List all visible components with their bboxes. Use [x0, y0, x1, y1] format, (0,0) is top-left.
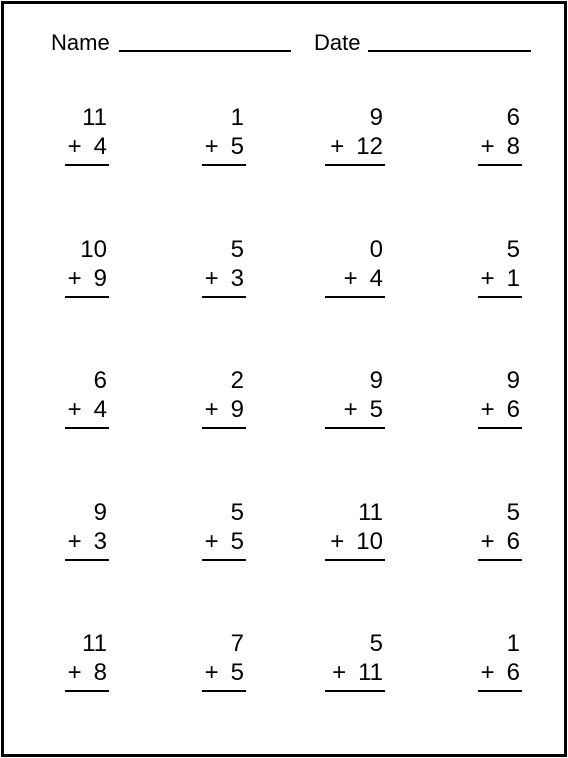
addend-top: 5: [506, 499, 520, 526]
addend-bottom: 8: [93, 659, 107, 686]
answer-line: [65, 559, 109, 561]
answer-line: [325, 690, 385, 692]
addend-top: 5: [230, 236, 244, 263]
plus-sign: +: [480, 396, 495, 423]
addend-top: 9: [369, 367, 383, 394]
addition-problem: [410, 236, 520, 306]
addend-bottom: 10: [356, 528, 383, 555]
worksheet-page: [1, 1, 567, 757]
answer-line: [325, 296, 385, 298]
addend-bottom-row: [205, 265, 244, 293]
addend-top: 1: [506, 630, 520, 657]
addend-bottom-row: [332, 659, 383, 687]
plus-sign: +: [330, 528, 345, 555]
addend-bottom: 9: [230, 396, 244, 423]
answer-line: [478, 559, 522, 561]
addition-problem: [273, 499, 383, 569]
addend-bottom-row: [205, 133, 244, 161]
answer-line: [478, 690, 522, 692]
addend-bottom-row: [344, 265, 383, 293]
addend-top: 5: [369, 630, 383, 657]
addend-bottom-row: [481, 659, 520, 687]
plus-sign: +: [67, 396, 82, 423]
addend-bottom-row: [481, 265, 520, 293]
addition-problem: [273, 104, 383, 174]
addend-bottom-row: [68, 659, 107, 687]
addend-top: 9: [93, 499, 107, 526]
addend-bottom: 6: [506, 528, 520, 555]
addend-top: 2: [230, 367, 244, 394]
addend-bottom: 8: [506, 133, 520, 160]
addend-top: 11: [82, 630, 107, 657]
addend-bottom-row: [330, 133, 383, 161]
addition-problem: [0, 367, 107, 437]
plus-sign: +: [67, 659, 82, 686]
answer-line: [202, 164, 246, 166]
answer-line: [325, 559, 385, 561]
addition-problem: [134, 236, 244, 306]
addend-bottom-row: [68, 133, 107, 161]
addend-bottom: 4: [93, 133, 107, 160]
answer-line: [65, 296, 109, 298]
addend-bottom-row: [481, 528, 520, 556]
addition-problem: [134, 367, 244, 437]
addend-bottom-row: [205, 659, 244, 687]
addend-bottom-row: [68, 396, 107, 424]
addend-bottom: 1: [506, 265, 520, 292]
answer-line: [202, 296, 246, 298]
addend-top: 10: [80, 236, 107, 263]
addend-bottom: 4: [93, 396, 107, 423]
addend-bottom-row: [205, 528, 244, 556]
name-label: Name: [51, 30, 110, 55]
problem-grid: [4, 4, 564, 754]
answer-line: [478, 427, 522, 429]
addend-bottom-row: [481, 133, 520, 161]
answer-line: [65, 164, 109, 166]
addend-top: 11: [82, 104, 107, 131]
addend-top: 0: [369, 236, 383, 263]
plus-sign: +: [480, 528, 495, 555]
plus-sign: +: [67, 265, 82, 292]
addend-top: 11: [358, 499, 383, 526]
addition-problem: [0, 630, 107, 700]
addend-bottom-row: [330, 528, 383, 556]
addition-problem: [134, 104, 244, 174]
answer-line: [65, 427, 109, 429]
addition-problem: [134, 630, 244, 700]
addition-problem: [410, 630, 520, 700]
addend-bottom: 5: [369, 396, 383, 423]
addend-bottom: 6: [506, 396, 520, 423]
plus-sign: +: [67, 133, 82, 160]
addend-bottom-row: [68, 528, 107, 556]
addend-bottom: 3: [230, 265, 244, 292]
addend-top: 7: [230, 630, 244, 657]
addend-top: 9: [369, 104, 383, 131]
addend-bottom-row: [205, 396, 244, 424]
answer-line: [325, 427, 385, 429]
addend-bottom-row: [481, 396, 520, 424]
addend-bottom: 3: [93, 528, 107, 555]
addend-top: 5: [506, 236, 520, 263]
addition-problem: [0, 104, 107, 174]
plus-sign: +: [480, 265, 495, 292]
addition-problem: [273, 236, 383, 306]
answer-line: [202, 427, 246, 429]
addend-bottom: 4: [369, 265, 383, 292]
addend-bottom: 5: [230, 659, 244, 686]
answer-line: [202, 690, 246, 692]
addend-top: 9: [506, 367, 520, 394]
addend-bottom: 12: [356, 133, 383, 160]
date-label: Date: [314, 30, 361, 55]
plus-sign: +: [343, 265, 358, 292]
addition-problem: [410, 367, 520, 437]
plus-sign: +: [204, 528, 219, 555]
answer-line: [478, 164, 522, 166]
addition-problem: [273, 630, 383, 700]
addition-problem: [134, 499, 244, 569]
plus-sign: +: [480, 659, 495, 686]
addition-problem: [410, 104, 520, 174]
plus-sign: +: [204, 659, 219, 686]
addend-top: 6: [93, 367, 107, 394]
addend-top: 1: [230, 104, 244, 131]
answer-line: [202, 559, 246, 561]
plus-sign: +: [480, 133, 495, 160]
addition-problem: [0, 499, 107, 569]
plus-sign: +: [204, 265, 219, 292]
addend-bottom: 6: [506, 659, 520, 686]
plus-sign: +: [67, 528, 82, 555]
addend-top: 6: [506, 104, 520, 131]
addition-problem: [0, 236, 107, 306]
addend-bottom: 9: [93, 265, 107, 292]
plus-sign: +: [343, 396, 358, 423]
plus-sign: +: [204, 133, 219, 160]
addition-problem: [273, 367, 383, 437]
addend-top: 5: [230, 499, 244, 526]
addend-bottom: 11: [358, 659, 383, 686]
addend-bottom-row: [68, 265, 107, 293]
addend-bottom: 5: [230, 133, 244, 160]
plus-sign: +: [204, 396, 219, 423]
answer-line: [325, 164, 385, 166]
plus-sign: +: [330, 133, 345, 160]
addend-bottom-row: [344, 396, 383, 424]
addition-problem: [410, 499, 520, 569]
answer-line: [478, 296, 522, 298]
addend-bottom: 5: [230, 528, 244, 555]
answer-line: [65, 690, 109, 692]
plus-sign: +: [332, 659, 347, 686]
